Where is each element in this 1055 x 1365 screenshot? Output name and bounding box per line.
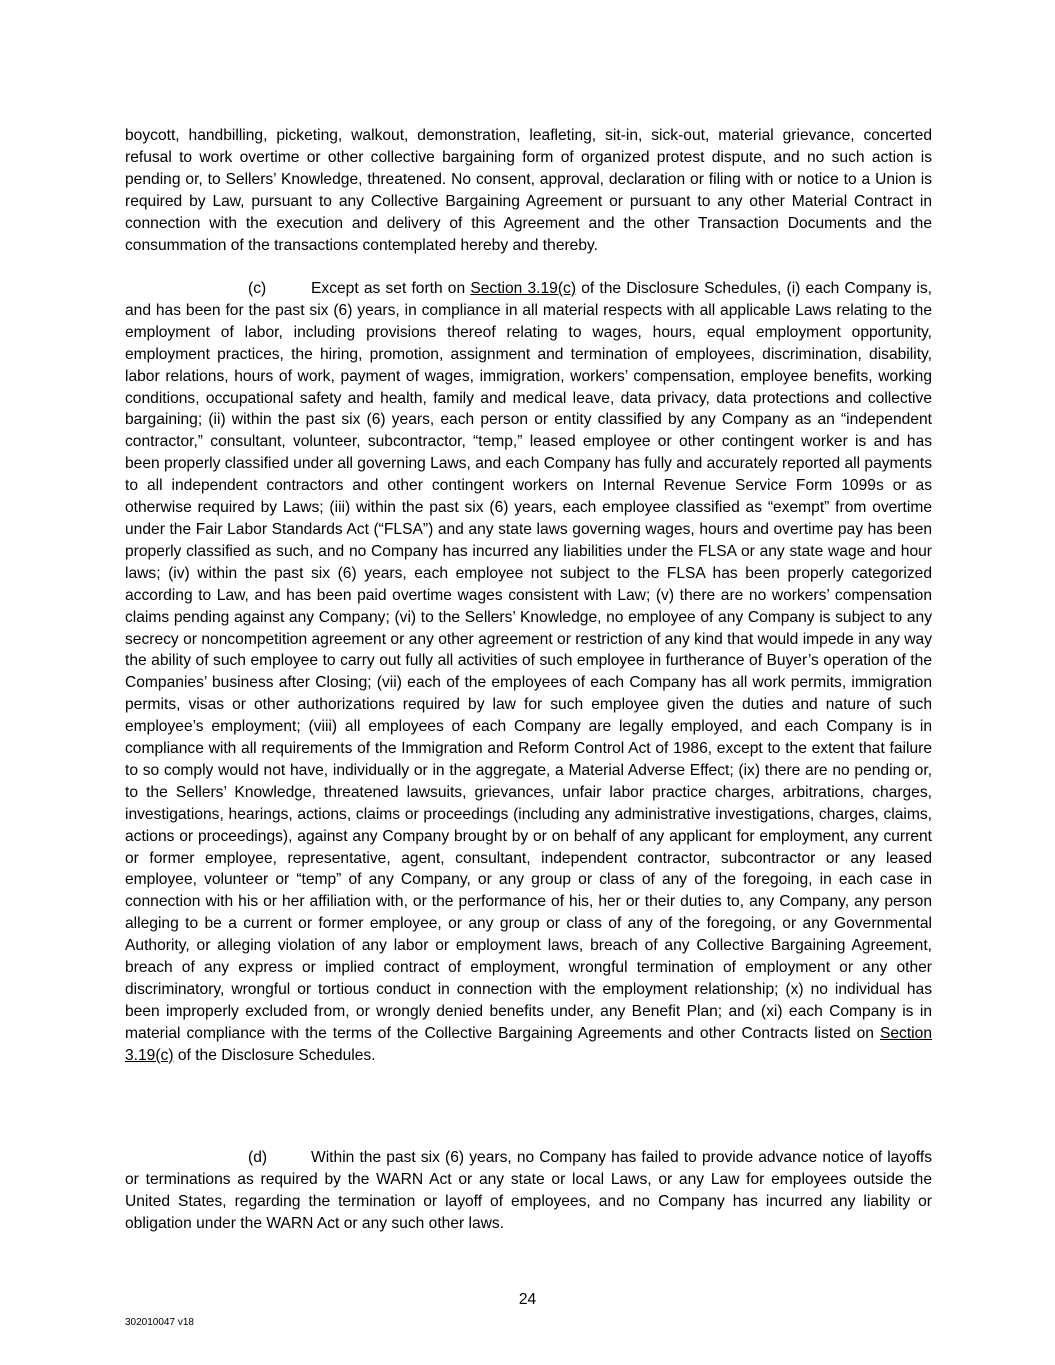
paragraph-text: boycott, handbilling, picketing, walkout, demonstration, leafleting, sit-in, sick-out, material grievance, concerted refusal to work overtime or other collective bargaining form of organized protest dispute, and no such action is pending or, to Sellers’ Knowledge, threatened. No consent, approval, declaration or filing with or notice to a Union is required by Law, pursuant to any Collective Bargaining Agreement or pursuant to any other Material Contract in connection with the execution and delivery of this Agreement and the other Transaction Documents and the consummation of the transactions contemplated hereby and thereby.: [125, 127, 932, 254]
paragraph-lead: Except as set forth on: [311, 280, 471, 297]
paragraph-marker: (c): [248, 280, 267, 297]
section-reference: Section 3.19(c): [470, 280, 577, 297]
section-reference-2: Section 3.19(c): [125, 1024, 932, 1064]
paragraph-d: [125, 1147, 932, 1235]
paragraph-continuation: [125, 125, 932, 256]
document-id: 302010047 v18: [125, 1317, 194, 1328]
paragraph-body: Within the past six (6) years, no Company has failed to provide advance notice of layoffs or terminations as required by the WARN Act or any state or local Laws, or any Law for employees outside the United States, regarding the termination or layoff of employees, and no Company has incurred any liability or obligation under the WARN Act or any such other laws.: [125, 1149, 932, 1232]
page-number: 24: [518, 1291, 537, 1308]
paragraph-tail: of the Disclosure Schedules.: [173, 1046, 376, 1064]
paragraph-body: of the Disclosure Schedules, (i) each Company is, and has been for the past six (6) years, in compliance in all material respects with all applicable Laws relating to the employment of labor, including provisions thereof relating to wages, hours, equal employment opportunity, employment practices, the hiring, promotion, assignment and termination of employees, discrimination, disability, labor relations, hours of work, payment of wages, immigration, workers’ compensation, employee benefits, working conditions, occupational safety and health, family and medical leave, data privacy, data protections and collective bargaining; (ii) within the past six (6) years, each person or entity classified by any Company as an “independent contractor,” consultant, volunteer, subcontractor, “temp,” leased employee or other contingent worker is and has been properly classified under all governing Laws, and each Company has fully and accurately reported all payments to all independent contractors and other contingent workers on Internal Revenue Service Form 1099s or as otherwise required by Laws; (iii) within the past six (6) years, each employee classified as “exempt” from overtime under the Fair Labor Standards Act (“FLSA”) and any state laws governing wages, hours and overtime pay has been properly classified as such, and no Company has incurred any liabilities under the FLSA or any state wage and hour laws; (iv) within the past six (6) years, each employee not subject to the FLSA has been properly categorized according to Law, and has been paid overtime wages consistent with Law; (v) there are no workers’ compensation claims pending against any Company; (vi) to the Sellers’ Knowledge, no employee of any Company is subject to any secrecy or noncompetition agreement or any other agreement or restriction of any kind that would impede in any way the ability of such employee to carry out fully all activities of such employee in furtherance of Buyer’s operation of the Companies’ business after Closing; (vii) each of the employees of each Company has all work permits, immigration permits, visas or other authorizations required by law for such employee given the duties and nature of such employee’s employment; (viii) all employees of each Company are legally employed, and each Company is in compliance with all requirements of the Immigration and Reform Control Act of 1986, except to the extent that failure to so comply would not have, individually or in the aggregate, a Material Adverse Effect; (ix) there are no pending or, to the Sellers’ Knowledge, threatened lawsuits, grievances, unfair labor practice charges, arbitrations, charges, investigations, hearings, actions, claims or proceedings (including any administrative investigations, charges, claims, actions or proceedings), against any Company brought by or on behalf of any applicant for employment, any current or former employee, representative, agent, consultant, independent contractor, subcontractor or any leased employee, volunteer or “temp” of any Company, or any group or class of any of the foregoing, in each case in connection with his or her affiliation with, or the performance of his, her or their duties to, any Company, any person alleging to be a current or former employee, or any group or class of any of the foregoing, or any Governmental Authority, or alleging violation of any labor or employment laws, breach of any Collective Bargaining Agreement, breach of any express or implied contract of employment, wrongful termination of employment or any other discriminatory, wrongful or tortious conduct in connection with the employment relationship; (x) no individual has been improperly excluded from, or wrongly denied benefits under, any Benefit Plan; and (xi) each Company is in material compliance with the terms of the Collective Bargaining Agreements and other Contracts listed on: [125, 280, 933, 1042]
paragraph-c: [125, 278, 932, 1067]
paragraph-marker: (d): [248, 1149, 268, 1166]
